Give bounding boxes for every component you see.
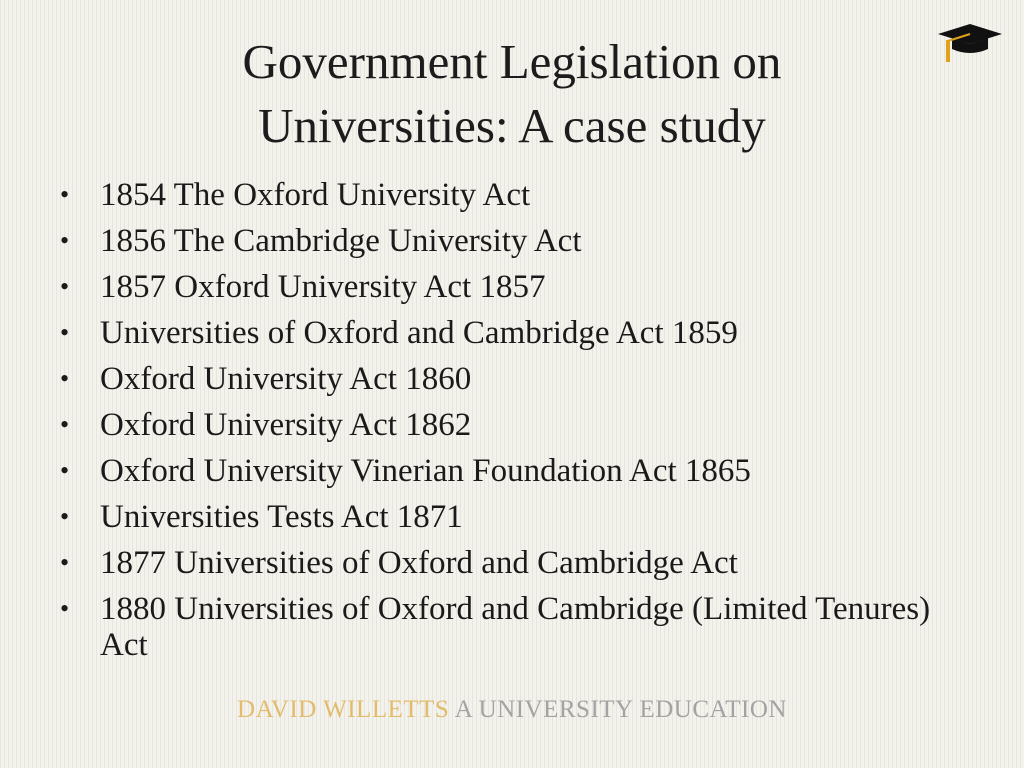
list-item-text: 1854 The Oxford University Act xyxy=(100,177,531,213)
bullet-marker: • xyxy=(60,548,70,577)
legislation-list xyxy=(58,177,958,673)
list-item-text: Oxford University Act 1860 xyxy=(100,361,472,397)
list-item xyxy=(58,223,958,259)
list-item xyxy=(58,315,958,351)
list-item xyxy=(58,453,958,489)
list-item-text: Universities Tests Act 1871 xyxy=(100,499,463,535)
bullet-marker: • xyxy=(60,180,70,209)
list-item xyxy=(58,177,958,213)
title-line-2: Universities: A case study xyxy=(258,98,766,153)
bullet-marker: • xyxy=(60,318,70,347)
slide-title xyxy=(112,30,912,158)
title-line-1: Government Legislation on xyxy=(242,34,782,89)
list-item xyxy=(58,269,958,305)
list-item xyxy=(58,545,958,581)
footer-book-title: A UNIVERSITY EDUCATION xyxy=(454,696,787,723)
list-item-text: Oxford University Act 1862 xyxy=(100,407,472,443)
bullet-marker: • xyxy=(60,456,70,485)
list-item xyxy=(58,361,958,397)
footer-branding xyxy=(0,696,1024,724)
graduation-cap-icon xyxy=(936,22,1004,70)
bullet-marker: • xyxy=(60,272,70,301)
bullet-marker: • xyxy=(60,594,70,623)
bullet-marker: • xyxy=(60,226,70,255)
list-item-text: Oxford University Vinerian Foundation Act 1865 xyxy=(100,453,751,489)
bullet-marker: • xyxy=(60,364,70,393)
list-item xyxy=(58,591,958,663)
footer-author: DAVID WILLETTS xyxy=(237,696,450,723)
list-item-text: 1880 Universities of Oxford and Cambridge (Limited Tenures) Act xyxy=(100,591,931,663)
list-item xyxy=(58,499,958,535)
list-item xyxy=(58,407,958,443)
bullet-marker: • xyxy=(60,502,70,531)
list-item-text: 1877 Universities of Oxford and Cambridge Act xyxy=(100,545,738,581)
list-item-text: Universities of Oxford and Cambridge Act 1859 xyxy=(100,315,738,351)
list-item-text: 1857 Oxford University Act 1857 xyxy=(100,269,546,305)
list-item-text: 1856 The Cambridge University Act xyxy=(100,223,582,259)
bullet-marker: • xyxy=(60,410,70,439)
